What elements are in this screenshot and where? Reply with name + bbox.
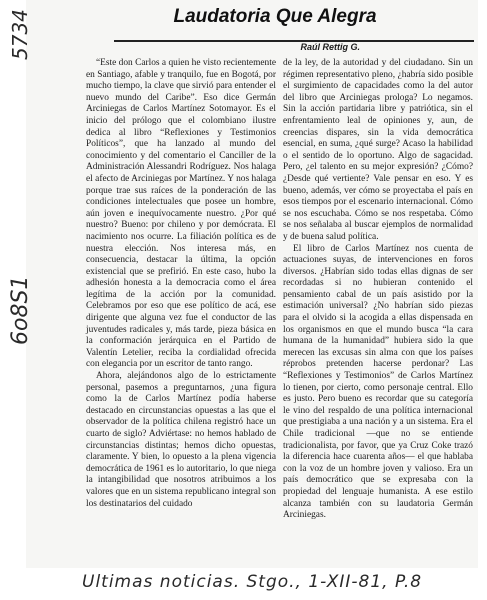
paragraph: “Este don Carlos a quien he visto recientemente en Santiago, afable y tranquilo, fue en Bogotá, por mucho tiempo, la clave que sirvió para entender el nuevo mundo del Caribe”. Eso dice Germán Arciniegas de Carlos Martínez Sotomayor. Es el inicio del prólogo que el colombiano ilustre dedica al libro “Reflexiones y Testimonios Políticos”, que ha lanzado al mundo del conocimiento y del comentario el Canciller de la Administración Alessandri Rodríguez. Nos halaga el afecto de Arciniegas por Martínez. Y nos halaga porque trae sus raíces de la ponderación de las condiciones intelectuales que posee un hombre, aún joven e inequívocamente nuestro. ¿Por qué nuestro? Bueno: por chileno y por demócrata. El nacimiento nos ocurre. La filiación política es de nuestra elección. Nos interesa más, en consecuencia, destacar la última, la opción existencial que se prefirió. En este caso, hubo la adhesión honesta a la democracia como el área legítima de la acción por la comunidad. Celebramos por eso que ese político de acá, ese dirigente que alguna vez fue el conductor de las juventudes radicales y, más tarde, pieza básica en la conformación jerárquica en el Partido de Valentín Letelier, reciba la cordialidad ofrecida con elegancia por un escritor de tanto rango. <box>86 58 276 370</box>
paragraph: de la ley, de la autoridad y del ciudadano. Sin un régimen representativo pleno, ¿habría sido posible el surgimiento de capacidades como la del autor del libro que Arciniegas prologa? Lo negamos. Sin la acción partidaria libre y patriótica, sin el enfrentamiento leal de opiniones y, aun, de creencias dispares, sin la vida democrática esencial, en suma, ¿qué surge? Acaso la habilidad o el sentido de lo oportuno. Algo de sagacidad. Pero, ¿el talento en su mejor expresión? ¿Cómo? ¿Desde qué vertiente? Vale pensar en eso. Y es bueno, además, ver cómo se proyectaba el país en esos tiempos por el escenario internacional. Cómo se nos escuchaba. Cómo se nos respetaba. Cómo se nos señalaba al buscar ejemplos de normalidad y de buena salud política. <box>283 58 473 242</box>
paragraph: El libro de Carlos Martínez nos cuenta de actuaciones suyas, de intervenciones en foros diversos. ¿Habrían sido todas ellas dignas de ser recordadas si no hubieran contenido el pensamiento cabal de un país asistido por la estimación universal? ¿No habrían sido piezas para el olvido si la acogida a ellas dispensada en los organismos en que el mundo busca “la cara humana de la humanidad” hubiera sido la que merecen las excusas sin alma con que los países réprobos pretenden hacerse perdonar? Las “Reflexiones y Testimonios” de Carlos Martínez lo tienen, por cierto, como personaje central. Ello es justo. Pero bueno es recordar que su categoría le vino del respaldo de una política internacional que prestigiaba a una nación y a un sistema. Era el Chile tradicional —que no se entiende tradicionalista, por favor, que ya Cruz Coke trazó la diferencia hace cuarenta años— el que hablaba con la voz de un hombre joven y valioso. Era un país democrático que se expresaba con la propiedad del lenguaje humanista. A ese estilo alcanza también con su laudatoria Germán Arciniegas. <box>283 243 473 521</box>
handwritten-archive-number: 5734 <box>8 9 32 60</box>
handwritten-margin-note: 6o8S1 <box>8 275 33 345</box>
handwritten-source-citation: Ultimas noticias. Stgo., 1-XII-81, P.8 <box>82 572 423 592</box>
article-column-left <box>86 58 276 510</box>
paragraph: Ahora, alejándonos algo de lo estrictamente personal, pasemos a preguntarnos, ¿una figura como la de Carlos Martínez podía haberse destacado en circunstancias opuestas a las que el observador de la política chilena registró hace un cuarto de siglo? Adviértase: no hemos hablado de circunstancias distintas; hemos dicho opuestas, claramente. Y bien, lo opuesto a la plena vigencia democrática de 1961 es lo autoritario, lo que niega la intangibilidad que nosotros atribuimos a los valores que en un sistema republicano integral son los destinatarios del cuidado <box>86 371 276 509</box>
article-author: Raúl Rettig G. <box>300 42 360 52</box>
article-column-right <box>283 58 473 522</box>
article-title: Laudatoria Que Alegra <box>173 6 377 27</box>
